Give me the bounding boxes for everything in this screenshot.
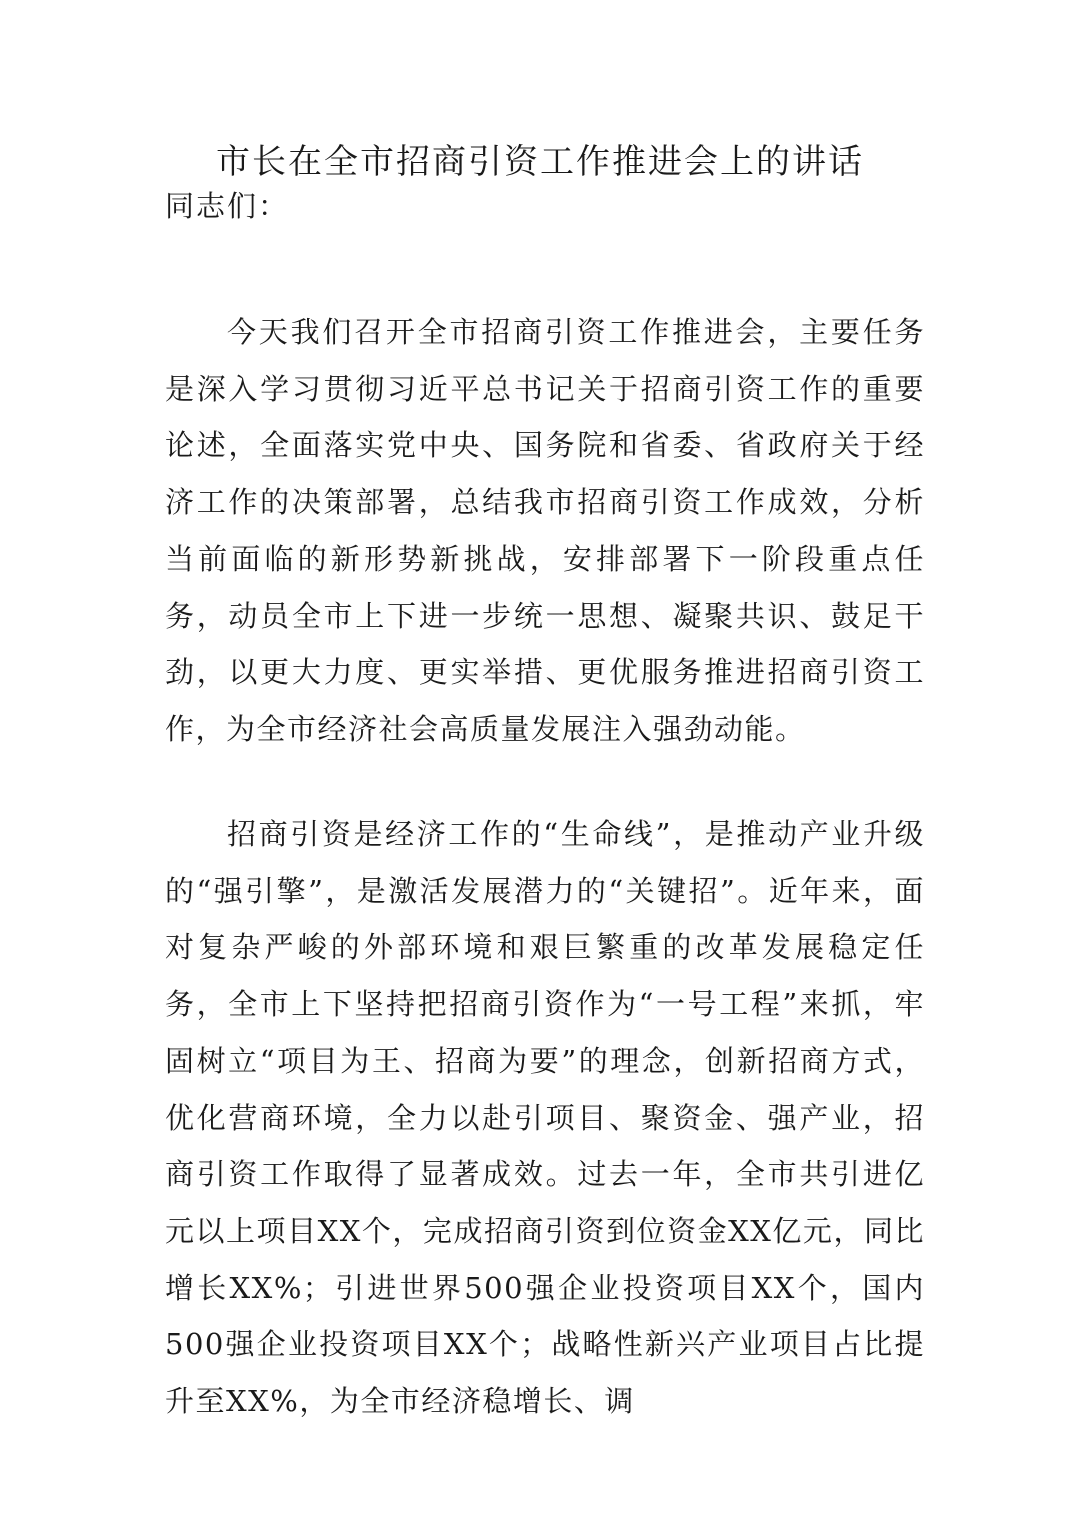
paragraph-2: 招商引资是经济工作的“生命线”，是推动产业升级的“强引擎”，是激活发展潜力的“关键招”。近年来，面对复杂严峻的外部环境和艰巨繁重的改革发展稳定任务，全市上下坚持把招商引资作为“一号工程”来抓，牢固树立“项目为王、招商为要”的理念，创新招商方式，优化营商环境，全力以赴引项目、聚资金、强产业，招商引资工作取得了显著成效。过去一年，全市共引进亿元以上项目XX个，完成招商引资到位资金XX亿元，同比增长XX%；引进世界500强企业投资项目XX个，国内500强企业投资项目XX个；战略性新兴产业项目占比提升至XX%，为全市经济稳增长、调 — [165, 817, 925, 1419]
paragraph-1: 今天我们召开全市招商引资工作推进会，主要任务是深入学习贯彻习近平总书记关于招商引资工作的重要论述，全面落实党中央、国务院和省委、省政府关于经济工作的决策部署，总结我市招商引资工作成效，分析当前面临的新形势新挑战，安排部署下一阶段重点任务，动员全市上下进一步统一思想、凝聚共识、鼓足干劲，以更大力度、更实举措、更优服务推进招商引资工作，为全市经济社会高质量发展注入强劲动能。 — [165, 315, 925, 746]
document-title: 市长在全市招商引资工作推进会上的讲话 — [216, 142, 864, 182]
salutation: 同志们： — [165, 189, 290, 223]
